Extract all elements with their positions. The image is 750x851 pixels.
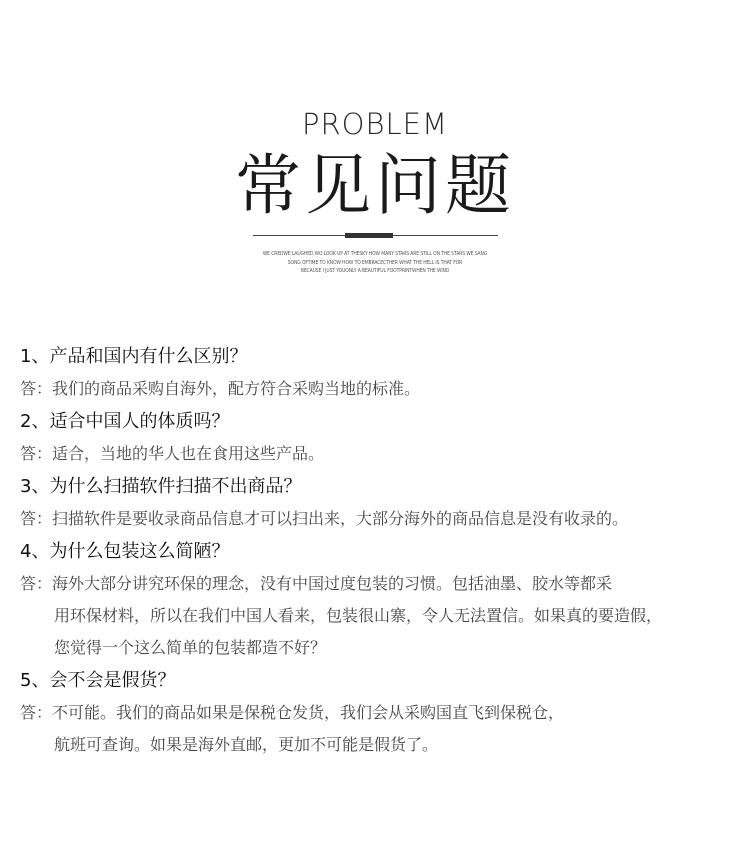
faq-item — [20, 405, 740, 470]
faq-answer-line: 用环保材料，所以在我们中国人看来，包装很山寨，令人无法置信。如果真的要造假， — [54, 606, 663, 625]
faq-item — [20, 340, 740, 405]
faq-question: 1、产品和国内有什么区别？ — [20, 346, 248, 367]
faq-answer-line: 您觉得一个这么简单的包装都造不好？ — [54, 638, 327, 657]
faq-item — [20, 664, 740, 761]
faq-question: 3、为什么扫描软件扫描不出商品？ — [20, 476, 302, 497]
faq-item — [20, 535, 740, 664]
faq-question: 2、适合中国人的体质吗？ — [20, 411, 230, 432]
faq-question: 5、会不会是假货？ — [20, 670, 176, 691]
faq-list — [20, 340, 740, 761]
faq-answer-line: 答：海外大部分讲究环保的理念，没有中国过度包装的习惯。包括油墨、胶水等都采 — [20, 574, 613, 593]
faq-answer — [20, 438, 740, 470]
faq-header — [0, 0, 750, 300]
faq-answer-line: 答：不可能。我们的商品如果是保税仓发货，我们会从采购国直飞到保税仓， — [20, 703, 565, 722]
fine-print-line: WE CREDWE LAUGHED WO LOOK UP AT THESKY HOW MANY STARS ARE STILL ON THE STARS WE SANG — [262, 251, 488, 257]
faq-answer — [20, 503, 740, 535]
faq-answer-line: 答：我们的商品采购自海外，配方符合采购当地的标准。 — [20, 379, 421, 398]
fine-print-line: SONG OFTIME TO KNOW HOW TO EMBRACECTHER WHAT THE HELL IS THAT FOR — [287, 259, 463, 266]
faq-item — [20, 470, 740, 535]
faq-answer-line: 航班可查询。如果是海外直邮，更加不可能是假货了。 — [54, 735, 439, 754]
faq-answer-line: 答：适合，当地的华人也在食用这些产品。 — [20, 444, 325, 463]
faq-answer — [20, 697, 740, 761]
page-title: 常见问题 — [235, 147, 515, 224]
decorative-fine-print — [0, 250, 750, 276]
fine-print-line: BECAUSE I JUST YOUONLY A BEAUTIFUL FOOTPRINTWHEN THE WIND — [300, 268, 450, 274]
faq-answer-line: 答：扫描软件是要收录商品信息才可以扫出来，大部分海外的商品信息是没有收录的。 — [20, 509, 629, 528]
faq-question: 4、为什么包装这么简陋？ — [20, 541, 230, 562]
title-divider-accent — [345, 233, 393, 238]
faq-answer — [20, 373, 740, 405]
eyebrow-title: PROBLEM — [302, 107, 448, 141]
faq-answer — [20, 568, 740, 664]
